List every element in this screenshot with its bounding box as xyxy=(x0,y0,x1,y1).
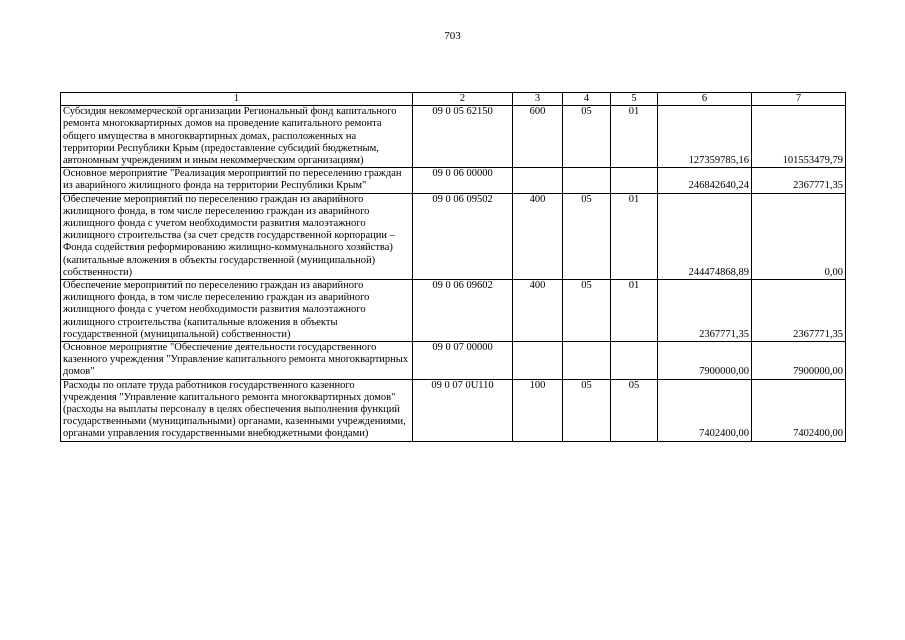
row-subsection: 05 xyxy=(611,379,658,441)
row-target-code: 09 0 07 0U110 xyxy=(413,379,513,441)
row-amount-col6: 7900000,00 xyxy=(658,342,752,380)
table-row xyxy=(61,342,846,380)
table-row xyxy=(61,379,846,441)
header-cell-5: 5 xyxy=(611,93,658,106)
row-expense-type: 600 xyxy=(513,106,563,168)
table-row xyxy=(61,280,846,342)
row-description: Основное мероприятие "Обеспечение деятельности государственного казенного учреждения "Управление капитального ремонта многоквартирных домов" xyxy=(61,342,413,380)
row-subsection: 01 xyxy=(611,280,658,342)
row-description: Обеспечение мероприятий по переселению граждан из аварийного жилищного фонда, в том числе переселению граждан из аварийного жилищного фонда с учетом необходимости развития малоэтажного жилищного строительства (капитальные вложения в объекты государственной (муниципальной) собственности) xyxy=(61,280,413,342)
row-expense-type: 100 xyxy=(513,379,563,441)
row-section xyxy=(563,168,611,193)
header-cell-6: 6 xyxy=(658,93,752,106)
row-amount-col6: 7402400,00 xyxy=(658,379,752,441)
table-row xyxy=(61,193,846,279)
row-target-code: 09 0 06 00000 xyxy=(413,168,513,193)
row-amount-col6: 127359785,16 xyxy=(658,106,752,168)
row-description: Расходы по оплате труда работников государственного казенного учреждения "Управление капитального ремонта многоквартирных домов" (расходы на выплаты персоналу в целях обеспечения выполнения функций государственными (муниципальными) органами, казенными учреждениями, органами управления государственными внебюджетными фондами) xyxy=(61,379,413,441)
table-row xyxy=(61,168,846,193)
header-cell-4: 4 xyxy=(563,93,611,106)
row-description: Основное мероприятие "Реализация мероприятий по переселению граждан из аварийного жилищного фонда на территории Республики Крым" xyxy=(61,168,413,193)
budget-table xyxy=(60,92,846,442)
header-cell-3: 3 xyxy=(513,93,563,106)
row-expense-type: 400 xyxy=(513,280,563,342)
row-expense-type: 400 xyxy=(513,193,563,279)
row-description: Субсидия некоммерческой организации Региональный фонд капитального ремонта многоквартирных домов на проведение капитального ремонта общего имущества в многоквартирных домах, расположенных на территории Республики Крым (предоставление субсидий бюджетным, автономным учреждениям и иным некоммерческим организациям) xyxy=(61,106,413,168)
page-number: 703 xyxy=(444,30,461,42)
row-section: 05 xyxy=(563,106,611,168)
row-expense-type xyxy=(513,168,563,193)
row-amount-col7: 7402400,00 xyxy=(752,379,846,441)
row-subsection xyxy=(611,342,658,380)
row-amount-col6: 244474868,89 xyxy=(658,193,752,279)
row-amount-col7: 2367771,35 xyxy=(752,280,846,342)
row-target-code: 09 0 06 09502 xyxy=(413,193,513,279)
row-section: 05 xyxy=(563,193,611,279)
row-section: 05 xyxy=(563,379,611,441)
header-cell-1: 1 xyxy=(61,93,413,106)
row-target-code: 09 0 07 00000 xyxy=(413,342,513,380)
row-amount-col6: 246842640,24 xyxy=(658,168,752,193)
row-section: 05 xyxy=(563,280,611,342)
row-target-code: 09 0 05 62150 xyxy=(413,106,513,168)
header-cell-2: 2 xyxy=(413,93,513,106)
header-cell-7: 7 xyxy=(752,93,846,106)
row-description: Обеспечение мероприятий по переселению граждан из аварийного жилищного фонда, в том числе переселению граждан из аварийного жилищного фонда с учетом необходимости развития малоэтажного жилищного строительства (за счет средств государственной корпорации – Фонда содействия реформированию жилищно-коммунального хозяйства) (капитальные вложения в объекты государственной (муниципальной) собственности) xyxy=(61,193,413,279)
row-expense-type xyxy=(513,342,563,380)
row-subsection: 01 xyxy=(611,106,658,168)
row-amount-col7: 2367771,35 xyxy=(752,168,846,193)
row-amount-col7: 7900000,00 xyxy=(752,342,846,380)
row-subsection: 01 xyxy=(611,193,658,279)
row-subsection xyxy=(611,168,658,193)
table-header-row xyxy=(61,93,846,106)
table-row xyxy=(61,106,846,168)
row-target-code: 09 0 06 09602 xyxy=(413,280,513,342)
row-amount-col6: 2367771,35 xyxy=(658,280,752,342)
row-section xyxy=(563,342,611,380)
row-amount-col7: 101553479,79 xyxy=(752,106,846,168)
row-amount-col7: 0,00 xyxy=(752,193,846,279)
